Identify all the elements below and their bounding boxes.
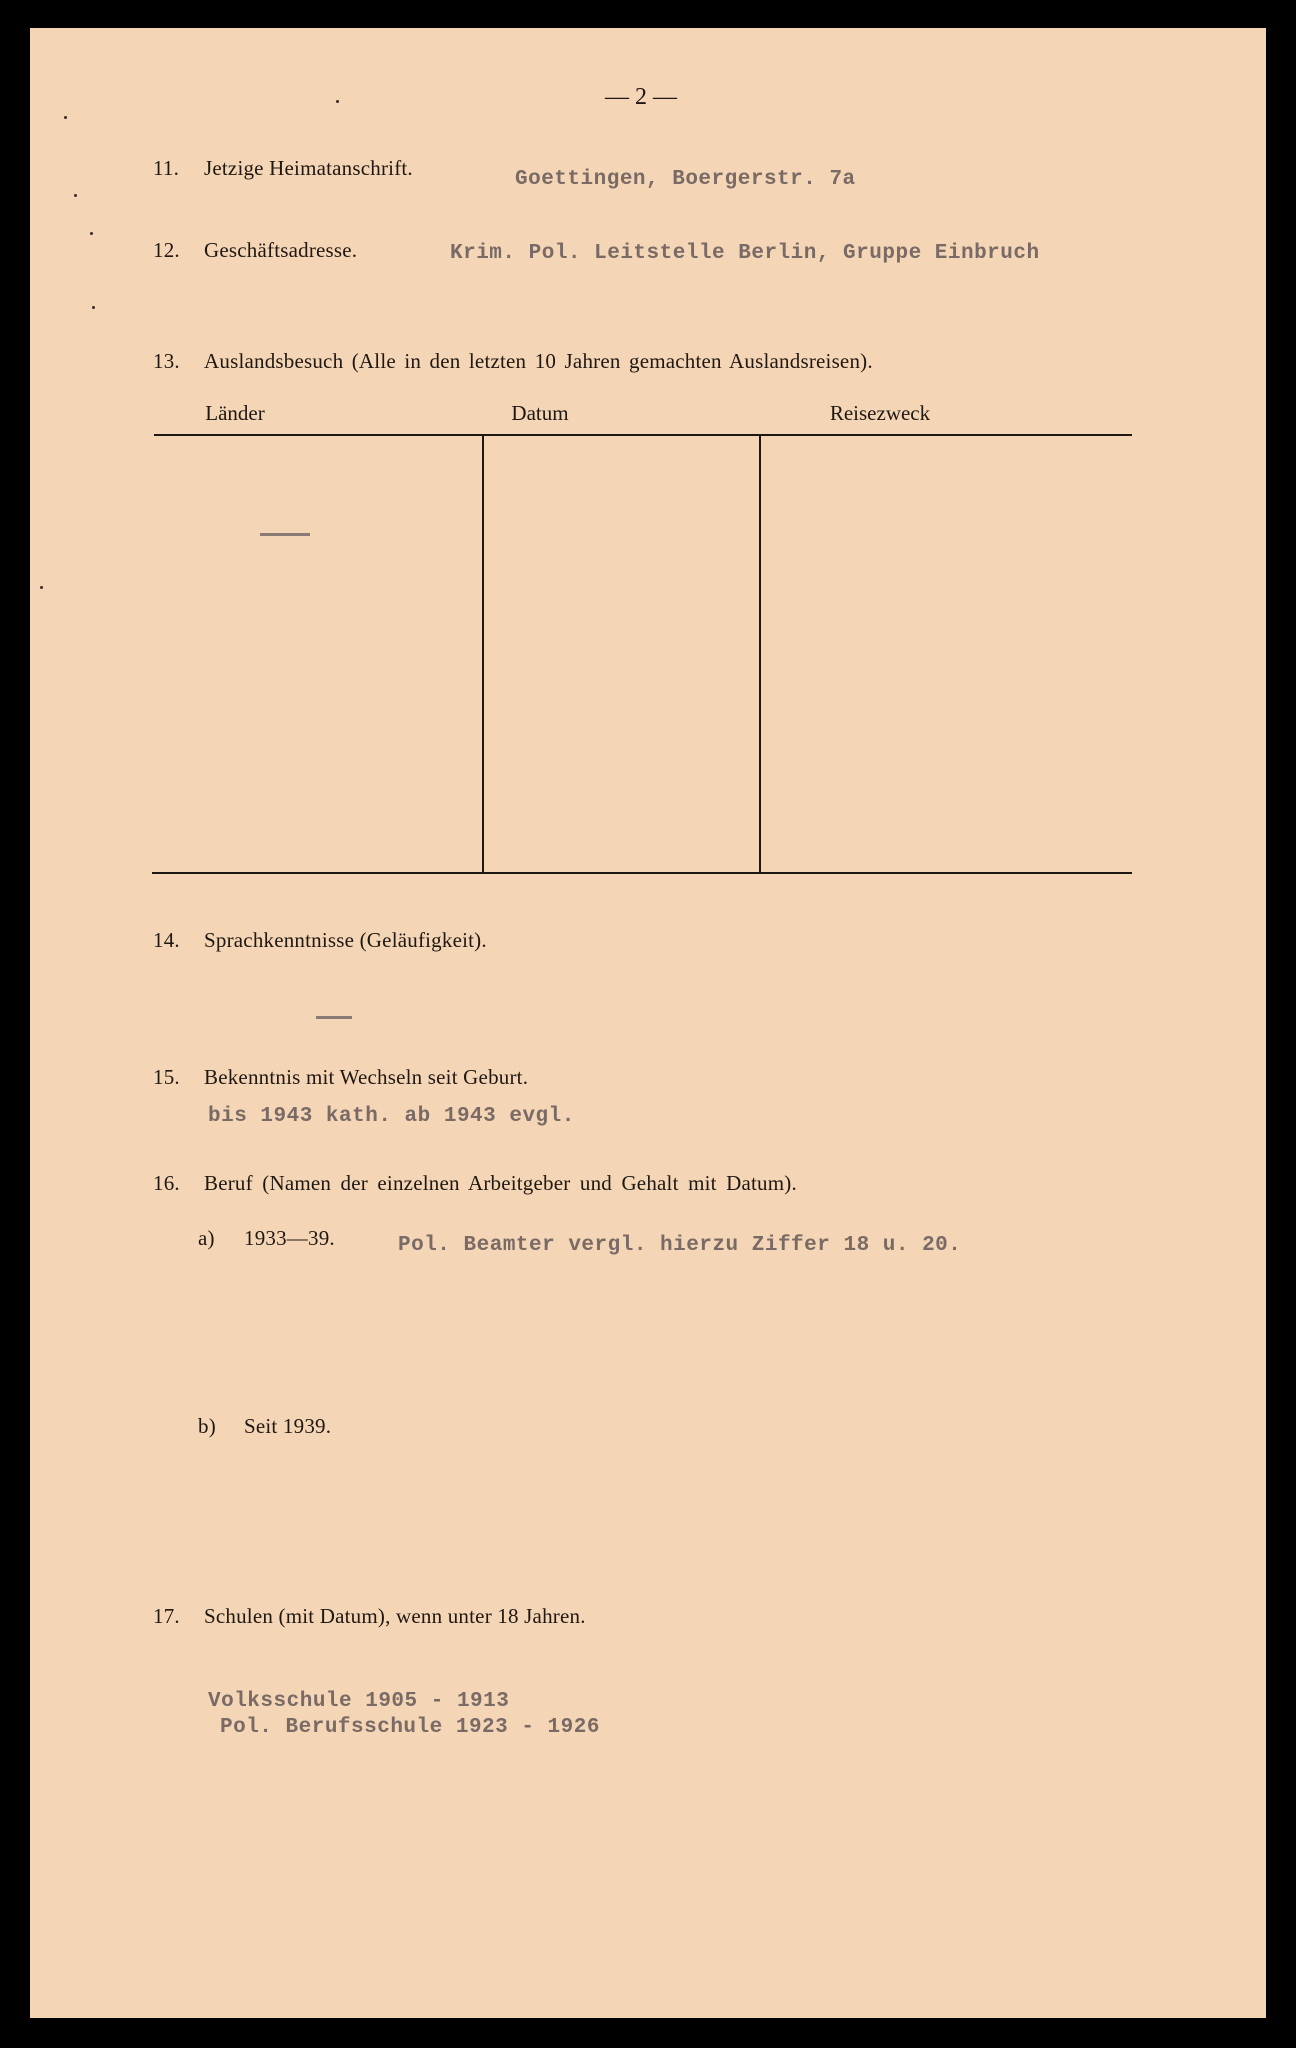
paper-speck (92, 306, 95, 309)
paper-speck (64, 116, 67, 119)
column-header-laender: Länder (205, 401, 265, 425)
table-column-divider (482, 436, 484, 872)
empty-entry-dash (260, 533, 310, 536)
page-number: — 2 — (605, 84, 677, 110)
item-16-number: 16. (153, 1171, 180, 1195)
item-11-number: 11. (153, 156, 180, 180)
item-15-value: bis 1943 kath. ab 1943 evgl. (208, 1105, 575, 1128)
item-11-label: Jetzige Heimatanschrift. (204, 156, 413, 180)
table-column-divider (759, 436, 761, 872)
empty-entry-dash (316, 1016, 352, 1019)
item-17-number: 17. (153, 1604, 180, 1628)
column-header-reisezweck: Reisezweck (829, 401, 931, 425)
item-16a-period: 1933—39. (244, 1226, 335, 1250)
item-15-number: 15. (153, 1065, 180, 1089)
paper-speck (336, 100, 339, 103)
paper-speck (74, 194, 77, 197)
item-14-label: Sprachkenntnisse (Geläufigkeit). (204, 928, 487, 952)
paper-speck (90, 232, 93, 235)
item-16a-value: Pol. Beamter vergl. hierzu Ziffer 18 u. 20. (398, 1234, 962, 1257)
item-17-label: Schulen (mit Datum), wenn unter 18 Jahren. (204, 1604, 586, 1628)
item-16-label: Beruf (Namen der einzelnen Arbeitgeber und Gehalt mit Datum). (204, 1171, 797, 1195)
item-16a-label: a) (198, 1226, 215, 1250)
column-header-datum: Datum (511, 401, 569, 425)
form-page (30, 28, 1266, 2018)
table-bottom-rule (152, 872, 1132, 874)
item-16b-period: Seit 1939. (244, 1414, 332, 1438)
item-14-number: 14. (153, 928, 180, 952)
item-13-label: Auslandsbesuch (Alle in den letzten 10 Jahren gemachten Auslandsreisen). (204, 349, 873, 373)
item-16b-label: b) (198, 1414, 216, 1438)
item-12-label: Geschäftsadresse. (204, 238, 358, 262)
item-15-label: Bekenntnis mit Wechseln seit Geburt. (204, 1065, 529, 1089)
item-12-value: Krim. Pol. Leitstelle Berlin, Gruppe Einbruch (450, 242, 1040, 265)
item-17-value-line1: Volksschule 1905 - 1913 (208, 1690, 510, 1713)
item-11-value: Goettingen, Boergerstr. 7a (515, 168, 856, 191)
paper-speck (40, 586, 43, 589)
item-12-number: 12. (153, 238, 180, 262)
item-13-number: 13. (153, 349, 180, 373)
table-top-rule (154, 434, 1132, 436)
item-17-value-line2: Pol. Berufsschule 1923 - 1926 (220, 1716, 600, 1739)
